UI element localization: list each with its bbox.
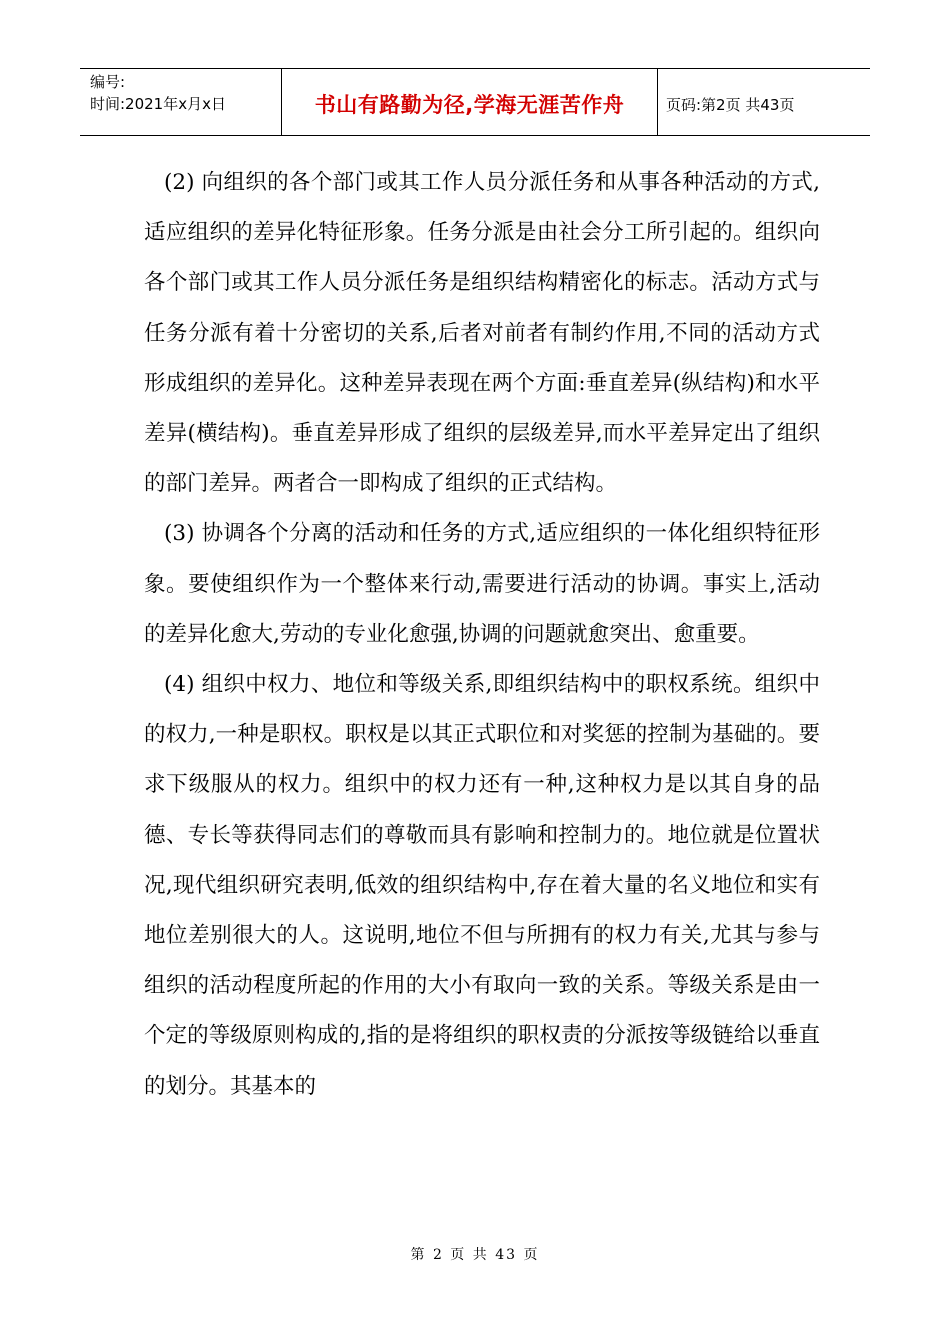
document-body [144, 158, 820, 1112]
paragraph-3: (3) 协调各个分离的活动和任务的方式,适应组织的一体化组织特征形象。要使组织作为一个整体来行动,需要进行活动的协调。事实上,活动的差异化愈大,劳动的专业化愈强,协调的问题就愈突出、愈重要。 [144, 521, 820, 647]
header-motto-cell [282, 69, 658, 135]
document-header [80, 68, 870, 136]
paragraph-2: (2) 向组织的各个部门或其工作人员分派任务和从事各种活动的方式,适应组织的差异化特征形象。任务分派是由社会分工所引起的。组织向各个部门或其工作人员分派任务是组织结构精密化的标志。活动方式与任务分派有着十分密切的关系,后者对前者有制约作用,不同的活动方式形成组织的差异化。这种差异表现在两个方面:垂直差异(纵结构)和水平差异(横结构)。垂直差异形成了组织的层级差异,而水平差异定出了组织的部门差异。两者合一即构成了组织的正式结构。 [144, 170, 820, 497]
header-left-cell [80, 69, 282, 135]
date-label: 时间:2021年x月x日 [90, 95, 226, 113]
motto-text: 书山有路勤为径,学海无涯苦作舟 [314, 93, 625, 117]
header-page-cell [658, 69, 870, 135]
footer-page-label: 第 2 页 共 43 页 [410, 1247, 540, 1263]
paragraph-4: (4) 组织中权力、地位和等级关系,即组织结构中的职权系统。组织中的权力,一种是职权。职权是以其正式职位和对奖惩的控制为基础的。要求下级服从的权力。组织中的权力还有一种,这种权力是以其自身的品德、专长等获得同志们的尊敬而具有影响和控制力的。地位就是位置状况,现代组织研究表明,低效的组织结构中,存在着大量的名义地位和实有地位差别很大的人。这说明,地位不但与所拥有的权力有关,尤其与参与组织的活动程度所起的作用的大小有取向一致的关系。等级关系是由一个定的等级原则构成的,指的是将组织的职权责的分派按等级链给以垂直的划分。其基本的 [144, 672, 820, 1099]
serial-label: 编号: [90, 73, 126, 91]
page-info: 页码:第2页 共43页 [666, 95, 795, 114]
page-footer [0, 1244, 950, 1264]
